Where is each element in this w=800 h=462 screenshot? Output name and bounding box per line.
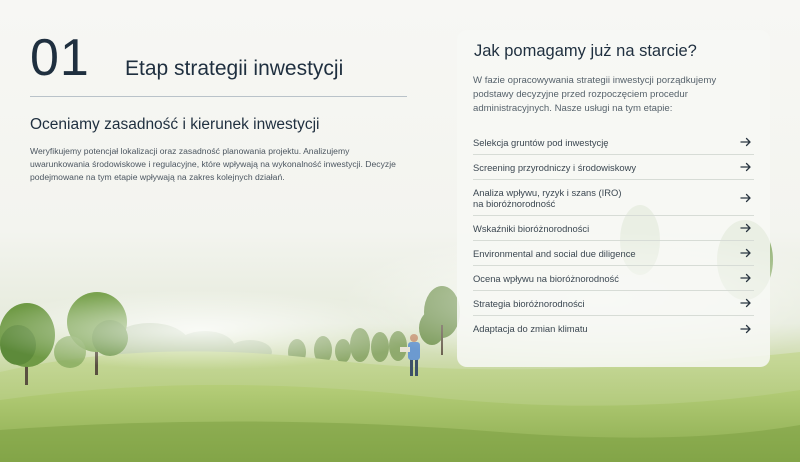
- arrow-right-icon: [740, 162, 752, 172]
- step-title: Etap strategii inwestycji: [125, 57, 344, 80]
- service-label: Screening przyrodniczy i środowiskowy: [473, 161, 637, 173]
- service-label: Strategia bioróżnorodności: [473, 297, 585, 309]
- service-item-selekcja-gruntow[interactable]: [473, 130, 754, 155]
- service-label: Ocena wpływu na bioróżnorodność: [473, 272, 619, 284]
- arrow-right-icon: [740, 298, 752, 308]
- step-number: 01: [30, 29, 90, 87]
- panel-heading: Jak pomagamy już na starcie?: [474, 42, 697, 60]
- services-panel: [457, 30, 770, 367]
- service-item-adaptacja[interactable]: [473, 316, 754, 341]
- panel-intro: W fazie opracowywania strategii inwestycji porządkujemy podstawy decyzyjne przed rozpoczęciem procedur administracyjnych. Nasze usługi na tym etapie:: [473, 75, 717, 114]
- service-label: Wskaźniki bioróżnorodności: [473, 222, 590, 234]
- section-description: Weryfikujemy potencjał lokalizacji oraz zasadność planowania projektu. Analizujemy uwarunkowania środowiskowe i regulacyjne, które wpływają na wykonalność inwestycji. Decyzje podejmowane na tym etapie wpływają na zakres kolejnych działań.: [30, 146, 396, 182]
- service-item-wskazniki[interactable]: [473, 216, 754, 241]
- service-item-due-diligence[interactable]: [473, 241, 754, 266]
- arrow-right-icon: [740, 193, 752, 203]
- arrow-right-icon: [740, 223, 752, 233]
- service-label: Analiza wpływu, ryzyk i szans (IRO) na bioróżnorodność: [473, 186, 622, 209]
- service-item-analiza-iro[interactable]: [473, 180, 754, 216]
- service-label: Adaptacja do zmian klimatu: [473, 323, 588, 334]
- step-header: [30, 29, 410, 87]
- service-item-ocena-wplywu[interactable]: [473, 266, 754, 291]
- section-heading: Oceniamy zasadność i kierunek inwestycji: [30, 116, 320, 133]
- services-list: [473, 130, 754, 341]
- service-item-screening[interactable]: [473, 155, 754, 180]
- divider: [30, 96, 407, 97]
- service-label: Environmental and social due diligence: [473, 247, 636, 259]
- service-item-strategia[interactable]: [473, 291, 754, 316]
- service-label: Selekcja gruntów pod inwestycję: [473, 136, 609, 148]
- step-intro: [30, 30, 410, 184]
- arrow-right-icon: [740, 137, 752, 147]
- arrow-right-icon: [740, 273, 752, 283]
- arrow-right-icon: [740, 324, 752, 334]
- arrow-right-icon: [740, 248, 752, 258]
